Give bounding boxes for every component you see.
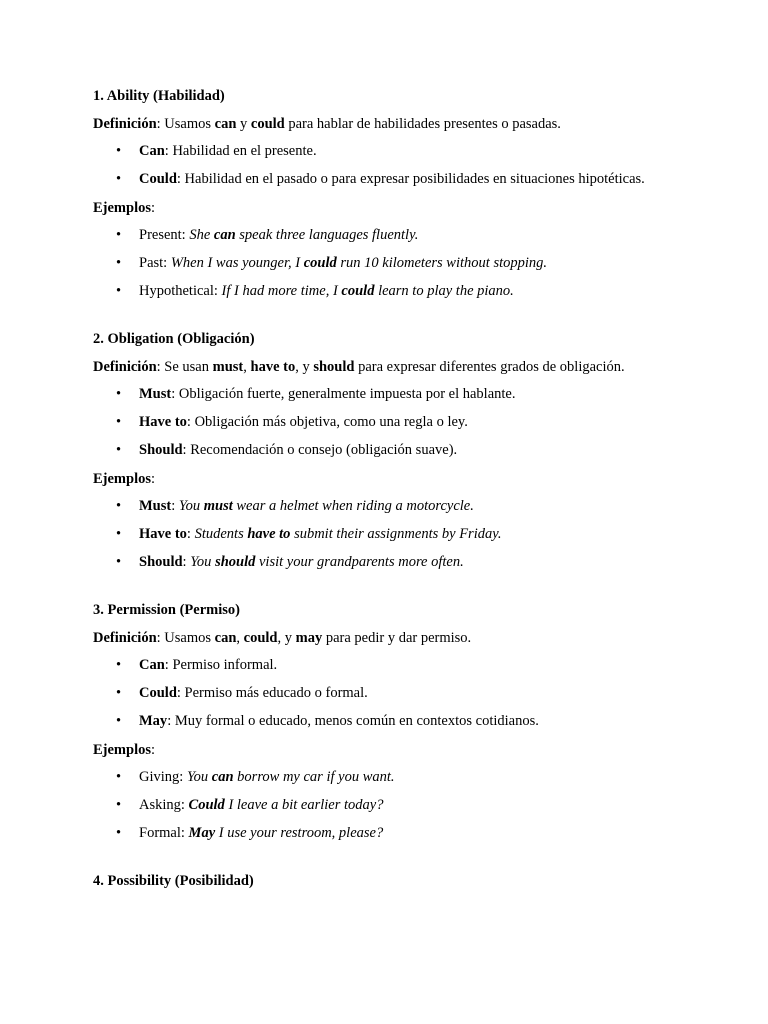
example-item: • Have to: Students have to submit their assignments by Friday. xyxy=(116,526,502,542)
list-item: • Should: Recomendación o consejo (obligación suave). xyxy=(116,442,458,458)
definition: Definición: Usamos can, could, y may para pedir y dar permiso. xyxy=(93,630,472,646)
bullet-icon: • xyxy=(116,442,122,458)
examples-label: Ejemplos: xyxy=(93,200,156,216)
document-page xyxy=(93,86,693,899)
section-obligation xyxy=(93,329,693,572)
bullet-icon: • xyxy=(116,685,122,701)
bullet-icon: • xyxy=(116,386,122,402)
example-item: • Hypothetical: If I had more time, I could learn to play the piano. xyxy=(116,283,514,299)
bullet-icon: • xyxy=(116,769,122,785)
example-item: • Asking: Could I leave a bit earlier today? xyxy=(116,797,384,813)
bullet-icon: • xyxy=(116,255,122,271)
bullet-icon: • xyxy=(116,227,122,243)
example-item: • Must: You must wear a helmet when riding a motorcycle. xyxy=(116,498,474,514)
bullet-icon: • xyxy=(116,143,122,159)
bullet-icon: • xyxy=(116,171,122,187)
bullet-icon: • xyxy=(116,526,122,542)
section-heading: 4. Possibility (Posibilidad) xyxy=(93,873,254,889)
section-heading: 2. Obligation (Obligación) xyxy=(93,331,255,347)
example-item: • Giving: You can borrow my car if you want. xyxy=(116,769,395,785)
list-item: • Could: Habilidad en el pasado o para expresar posibilidades en situaciones hipotéticas. xyxy=(116,171,645,187)
bullet-icon: • xyxy=(116,414,122,430)
examples-list xyxy=(93,768,693,843)
bullet-icon: • xyxy=(116,283,122,299)
section-heading: 3. Permission (Permiso) xyxy=(93,602,240,618)
examples-list xyxy=(93,226,693,301)
list-item: • Can: Habilidad en el presente. xyxy=(116,143,317,159)
section-heading: 1. Ability (Habilidad) xyxy=(93,88,225,104)
bullet-icon: • xyxy=(116,657,122,673)
list-item: • Have to: Obligación más objetiva, como una regla o ley. xyxy=(116,414,468,430)
example-item: • Past: When I was younger, I could run 10 kilometers without stopping. xyxy=(116,255,548,271)
definition-list xyxy=(93,385,693,460)
definition-list xyxy=(93,142,693,189)
list-item: • Must: Obligación fuerte, generalmente impuesta por el hablante. xyxy=(116,386,516,402)
list-item: • May: Muy formal o educado, menos común en contextos cotidianos. xyxy=(116,713,539,729)
example-item: • Formal: May I use your restroom, please? xyxy=(116,825,384,841)
example-item: • Should: You should visit your grandparents more often. xyxy=(116,554,464,570)
section-ability xyxy=(93,86,693,301)
example-item: • Present: She can speak three languages fluently. xyxy=(116,227,419,243)
list-item: • Could: Permiso más educado o formal. xyxy=(116,685,368,701)
bullet-icon: • xyxy=(116,498,122,514)
definition: Definición: Usamos can y could para hablar de habilidades presentes o pasadas. xyxy=(93,116,561,132)
examples-list xyxy=(93,497,693,572)
bullet-icon: • xyxy=(116,713,122,729)
examples-label: Ejemplos: xyxy=(93,742,156,758)
section-permission xyxy=(93,600,693,843)
bullet-icon: • xyxy=(116,825,122,841)
examples-label: Ejemplos: xyxy=(93,471,156,487)
section-possibility xyxy=(93,871,693,891)
bullet-icon: • xyxy=(116,797,122,813)
definition-list xyxy=(93,656,693,731)
bullet-icon: • xyxy=(116,554,122,570)
list-item: • Can: Permiso informal. xyxy=(116,657,278,673)
definition: Definición: Se usan must, have to, y should para expresar diferentes grados de obligación. xyxy=(93,359,625,375)
